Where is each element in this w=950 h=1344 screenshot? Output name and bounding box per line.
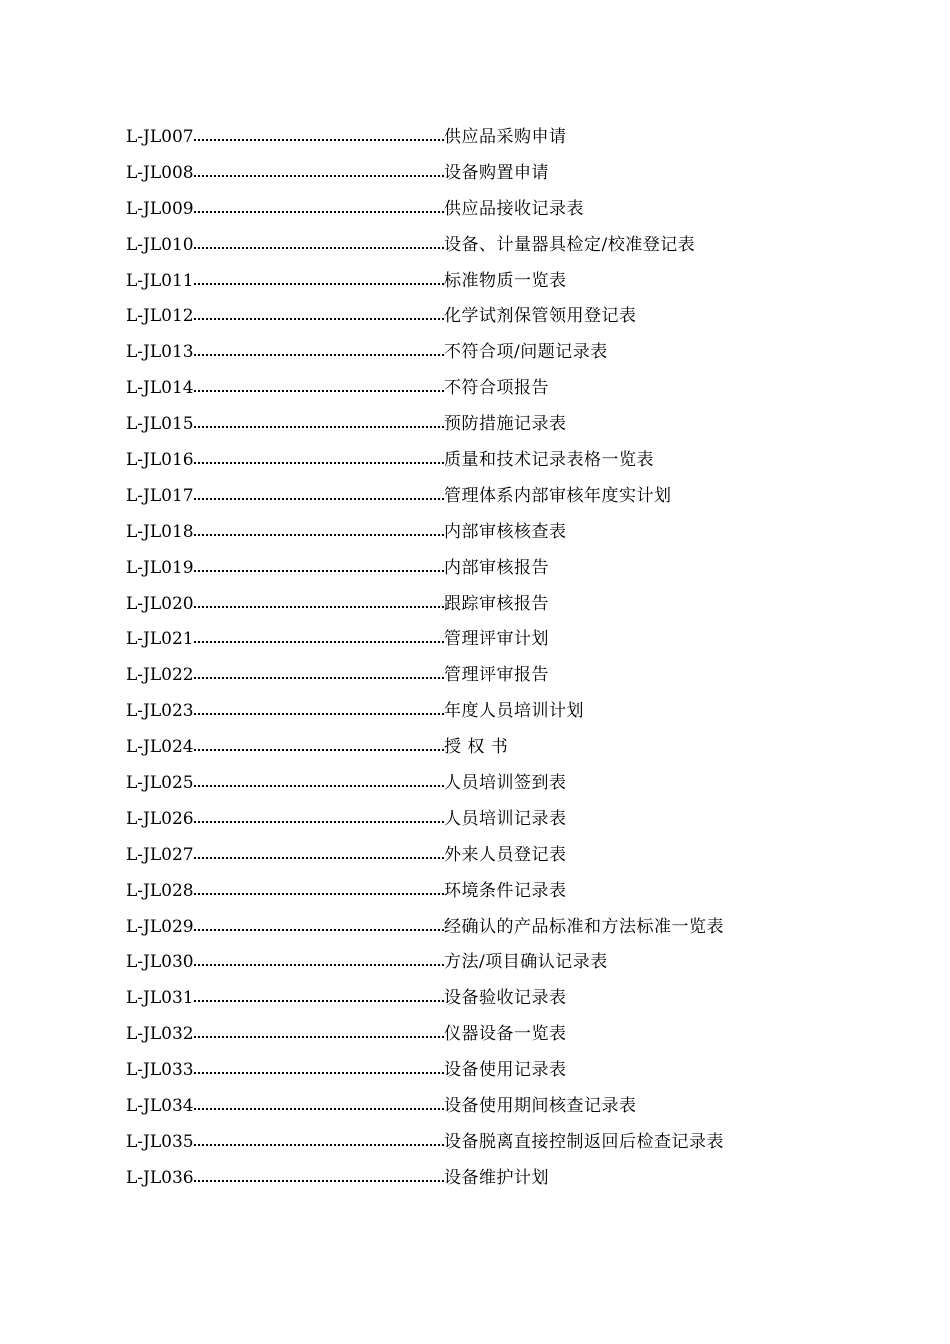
record-title: 仪器设备一览表 (444, 1024, 567, 1045)
list-item (126, 407, 826, 443)
record-title: 授 权 书 (444, 737, 509, 758)
dot-leader (194, 211, 444, 213)
record-title: 跟踪审核报告 (444, 593, 549, 614)
list-item (126, 622, 826, 658)
list-item (126, 299, 826, 335)
dot-leader (194, 283, 444, 285)
record-code: L-JL025 (126, 773, 194, 794)
record-title: 设备使用记录表 (444, 1060, 567, 1081)
record-title: 标准物质一览表 (444, 270, 567, 291)
dot-leader (194, 570, 444, 572)
list-item (126, 443, 826, 479)
dot-leader (194, 1036, 444, 1038)
record-title: 内部审核报告 (444, 557, 549, 578)
dot-leader (194, 390, 444, 392)
list-item (126, 1017, 826, 1053)
record-title: 供应品接收记录表 (444, 198, 584, 219)
record-code: L-JL023 (126, 701, 194, 722)
dot-leader (194, 1144, 444, 1146)
list-item (126, 228, 826, 264)
dot-leader (194, 641, 444, 643)
list-item (126, 766, 826, 802)
list-item (126, 874, 826, 910)
record-code: L-JL026 (126, 808, 194, 829)
list-item (126, 658, 826, 694)
list-item (126, 156, 826, 192)
record-code: L-JL019 (126, 557, 194, 578)
record-code: L-JL011 (126, 270, 194, 291)
record-code: L-JL022 (126, 665, 194, 686)
record-title: 设备验收记录表 (444, 988, 567, 1009)
record-title: 设备购置申请 (444, 162, 549, 183)
dot-leader (194, 1108, 444, 1110)
record-title: 环境条件记录表 (444, 880, 567, 901)
record-title: 预防措施记录表 (444, 414, 567, 435)
record-title: 设备脱离直接控制返回后检查记录表 (444, 1131, 724, 1152)
record-title: 经确认的产品标准和方法标准一览表 (444, 916, 724, 937)
dot-leader (194, 318, 444, 320)
dot-leader (194, 462, 444, 464)
list-item (126, 1161, 826, 1197)
record-code: L-JL035 (126, 1131, 194, 1152)
record-title: 设备维护计划 (444, 1167, 549, 1188)
dot-leader (194, 247, 444, 249)
dot-leader (194, 713, 444, 715)
list-item (126, 264, 826, 300)
dot-leader (194, 1000, 444, 1002)
record-code: L-JL027 (126, 844, 194, 865)
record-code: L-JL024 (126, 737, 194, 758)
list-item (126, 551, 826, 587)
record-code: L-JL015 (126, 414, 194, 435)
dot-leader (194, 929, 444, 931)
record-code: L-JL029 (126, 916, 194, 937)
record-code: L-JL014 (126, 378, 194, 399)
record-code: L-JL033 (126, 1060, 194, 1081)
list-item (126, 981, 826, 1017)
list-item (126, 694, 826, 730)
record-code: L-JL008 (126, 162, 194, 183)
dot-leader (194, 821, 444, 823)
record-title: 方法/项目确认记录表 (444, 952, 608, 973)
dot-leader (194, 534, 444, 536)
record-title: 外来人员登记表 (444, 844, 567, 865)
record-code: L-JL013 (126, 342, 194, 363)
record-title: 不符合项报告 (444, 378, 549, 399)
dot-leader (194, 139, 444, 141)
list-item (126, 910, 826, 946)
dot-leader (194, 1180, 444, 1182)
dot-leader (194, 749, 444, 751)
list-item (126, 371, 826, 407)
list-item (126, 192, 826, 228)
record-title: 设备使用期间核查记录表 (444, 1096, 637, 1117)
list-item (126, 1053, 826, 1089)
dot-leader (194, 1072, 444, 1074)
dot-leader (194, 893, 444, 895)
list-item (126, 945, 826, 981)
dot-leader (194, 354, 444, 356)
record-title: 设备、计量器具检定/校准登记表 (444, 234, 696, 255)
list-item (126, 730, 826, 766)
record-title: 人员培训签到表 (444, 773, 567, 794)
dot-leader (194, 677, 444, 679)
record-title: 供应品采购申请 (444, 127, 567, 147)
record-title: 管理体系内部审核年度实计划 (444, 485, 672, 506)
list-item (126, 838, 826, 874)
record-code: L-JL028 (126, 880, 194, 901)
list-item (126, 1125, 826, 1161)
record-index-list (126, 120, 826, 1197)
list-item (126, 335, 826, 371)
list-item (126, 515, 826, 551)
record-code: L-JL018 (126, 521, 194, 542)
record-code: L-JL032 (126, 1024, 194, 1045)
record-code: L-JL016 (126, 450, 194, 471)
list-item (126, 479, 826, 515)
dot-leader (194, 606, 444, 608)
record-code: L-JL012 (126, 306, 194, 327)
record-code: L-JL020 (126, 593, 194, 614)
record-code: L-JL010 (126, 234, 194, 255)
record-title: 不符合项/问题记录表 (444, 342, 608, 363)
list-item (126, 1089, 826, 1125)
record-code: L-JL030 (126, 952, 194, 973)
record-title: 质量和技术记录表格一览表 (444, 450, 654, 471)
record-title: 人员培训记录表 (444, 808, 567, 829)
record-code: L-JL017 (126, 485, 194, 506)
list-item (126, 587, 826, 623)
record-code: L-JL034 (126, 1096, 194, 1117)
dot-leader (194, 175, 444, 177)
record-title: 管理评审计划 (444, 629, 549, 650)
record-title: 内部审核核查表 (444, 521, 567, 542)
record-code: L-JL036 (126, 1167, 194, 1188)
record-code: L-JL031 (126, 988, 194, 1009)
record-code: L-JL021 (126, 629, 194, 650)
list-item (126, 120, 826, 156)
dot-leader (194, 426, 444, 428)
dot-leader (194, 498, 444, 500)
record-title: 年度人员培训计划 (444, 701, 584, 722)
dot-leader (194, 785, 444, 787)
record-code: L-JL007 (126, 127, 194, 147)
dot-leader (194, 857, 444, 859)
record-title: 化学试剂保管领用登记表 (444, 306, 637, 327)
dot-leader (194, 964, 444, 966)
list-item (126, 802, 826, 838)
record-title: 管理评审报告 (444, 665, 549, 686)
record-code: L-JL009 (126, 198, 194, 219)
